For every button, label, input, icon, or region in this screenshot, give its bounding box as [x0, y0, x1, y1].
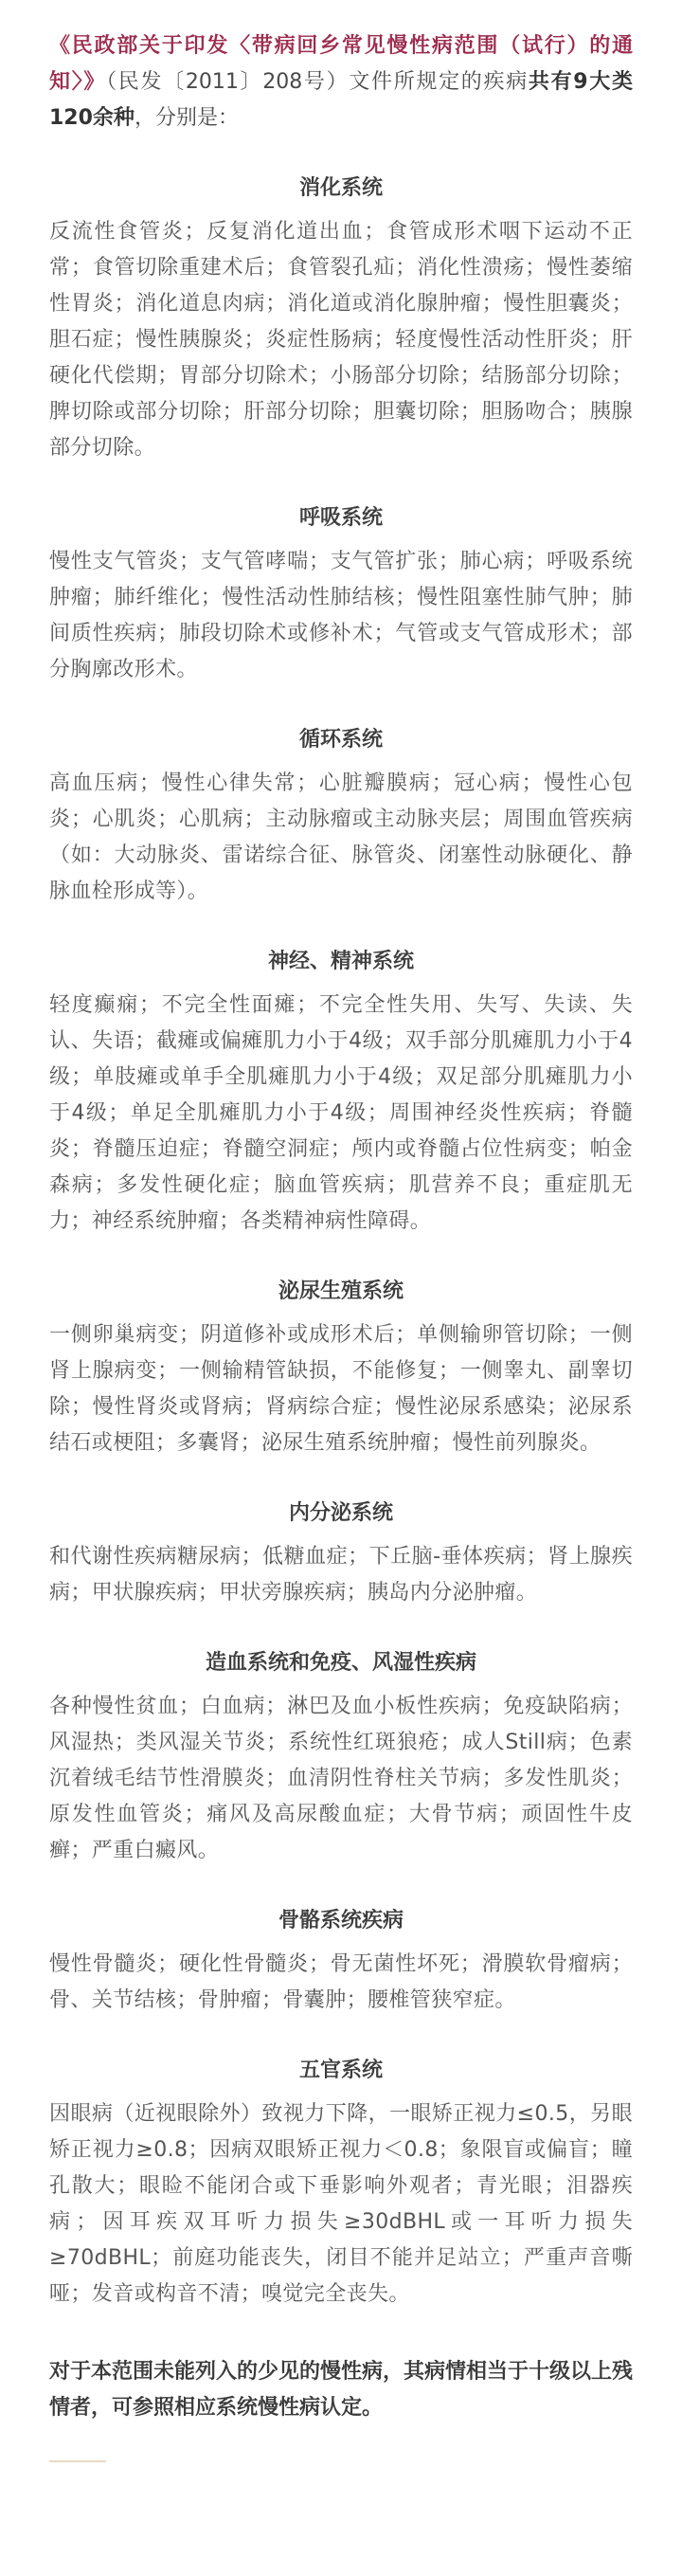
section-title: 泌尿生殖系统 [278, 1279, 404, 1303]
section-body: 和代谢性疾病糖尿病；低糖血症；下丘脑-垂体疾病；肾上腺疾病；甲状腺疾病；甲状旁腺疾病；胰岛内分泌肿瘤。 [49, 1545, 633, 1605]
section-hematopoietic-immune [49, 1645, 633, 1869]
intro-paragraph [49, 28, 633, 136]
section-body: 各种慢性贫血；白血病；淋巴及血小板性疾病；免疫缺陷病；风湿热；类风湿关节炎；系统性红斑狼疮；成人Still病；色素沉着绒毛结节性滑膜炎；血清阴性脊柱关节病；多发性肌炎；原发性血管炎；痛风及高尿酸血症；大骨节病；顽固性牛皮癣；严重白癜风。 [49, 1695, 633, 1862]
section-body: 慢性支气管炎；支气管哮喘；支气管扩张；肺心病；呼吸系统肿瘤；肺纤维化；慢性活动性肺结核；慢性阻塞性肺气肿；肺间质性疾病；肺段切除术或修补术；气管或支气管成形术；部分胸廓改形术。 [49, 550, 633, 681]
section-circulatory [49, 722, 633, 910]
footer-divider [49, 2460, 106, 2462]
intro-ending: ，分别是： [134, 106, 239, 130]
section-title: 消化系统 [298, 176, 383, 200]
document-title-link[interactable]: 《民政部关于印发〈带病回乡常见慢性病范围（试行）的通知〉》 [49, 34, 633, 94]
document-number: （民发〔2011〕208号） [106, 70, 350, 94]
section-digestive [49, 171, 633, 466]
section-title: 造血系统和免疫、风湿性疾病 [205, 1651, 476, 1675]
section-title: 呼吸系统 [298, 506, 383, 530]
section-body: 慢性骨髓炎；硬化性骨髓炎；骨无菌性坏死；滑膜软骨瘤病；骨、关节结核；骨肿瘤；骨囊肿；腰椎管狭窄症。 [49, 1952, 633, 2012]
section-urogenital [49, 1274, 633, 1461]
section-title: 五官系统 [298, 2059, 383, 2082]
section-facial-organs [49, 2053, 633, 2313]
closing-note: 对于本范围未能列入的少见的慢性病，其病情相当于十级以上残情者，可参照相应系统慢性病认定。 [49, 2360, 634, 2420]
section-title: 内分泌系统 [288, 1501, 393, 1525]
section-title: 循环系统 [298, 728, 383, 752]
section-respiratory [49, 500, 633, 688]
section-neuro-psychiatric [49, 944, 633, 1240]
section-body: 反流性食管炎；反复消化道出血；食管成形术咽下运动不正常；食管切除重建术后；食管裂孔疝；消化性溃疡；慢性萎缩性胃炎；消化道息肉病；消化道或消化腺肿瘤；慢性胆囊炎；胆石症；慢性胰腺炎；炎症性肠病；轻度慢性活动性肝炎；肝硬化代偿期；胃部分切除术；小肠部分切除；结肠部分切除；脾切除或部分切除；肝部分切除；胆囊切除；胆肠吻合；胰腺部分切除。 [49, 220, 633, 460]
intro-text: 文件所规定的疾病 [349, 70, 529, 94]
section-body: 高血压病；慢性心律失常；心脏瓣膜病；冠心病；慢性心包炎；心肌炎；心肌病；主动脉瘤或主动脉夹层；周围血管疾病（如：大动脉炎、雷诺综合征、脉管炎、闭塞性动脉硬化、静脉血栓形成等）。 [49, 771, 633, 903]
section-body: 因眼病（近视眼除外）致视力下降，一眼矫正视力≤0.5，另眼矫正视力≥0.8；因病双眼矫正视力＜0.8；象限盲或偏盲；瞳孔散大；眼睑不能闭合或下垂影响外观者；青光眼；泪器疾病；因耳疾双耳听力损失≥30dBHL或一耳听力损失≥70dBHL；前庭功能丧失，闭目不能并足站立；严重声音嘶哑；发音或构音不清；嗅觉完全丧失。 [49, 2102, 633, 2306]
section-body: 轻度癫痫；不完全性面瘫；不完全性失用、失写、失读、失认、失语；截瘫或偏瘫肌力小于4级；双手部分肌瘫肌力小于4级；单肢瘫或单手全肌瘫肌力小于4级；双足部分肌瘫肌力小于4级；单足全肌瘫肌力小于4级；周围神经炎性疾病；脊髓炎；脊髓压迫症；脊髓空洞症；颅内或脊髓占位性病变；帕金森病；多发性硬化症；脑血管疾病；肌营养不良；重症肌无力；神经系统肿瘤；各类精神病性障碍。 [49, 993, 633, 1233]
intro-emphasis: 共有9大类120余种 [49, 70, 633, 130]
section-title: 骨骼系统疾病 [278, 1909, 404, 1932]
section-body: 一侧卵巢病变；阴道修补或成形术后；单侧输卵管切除；一侧肾上腺病变；一侧输精管缺损，不能修复；一侧睾丸、副睾切除；慢性肾炎或肾病；肾病综合症；慢性泌尿系感染；泌尿系结石或梗阻；多囊肾；泌尿生殖系统肿瘤；慢性前列腺炎。 [49, 1323, 633, 1455]
section-skeletal [49, 1903, 633, 2019]
section-endocrine [49, 1496, 633, 1611]
section-title: 神经、精神系统 [267, 950, 414, 973]
